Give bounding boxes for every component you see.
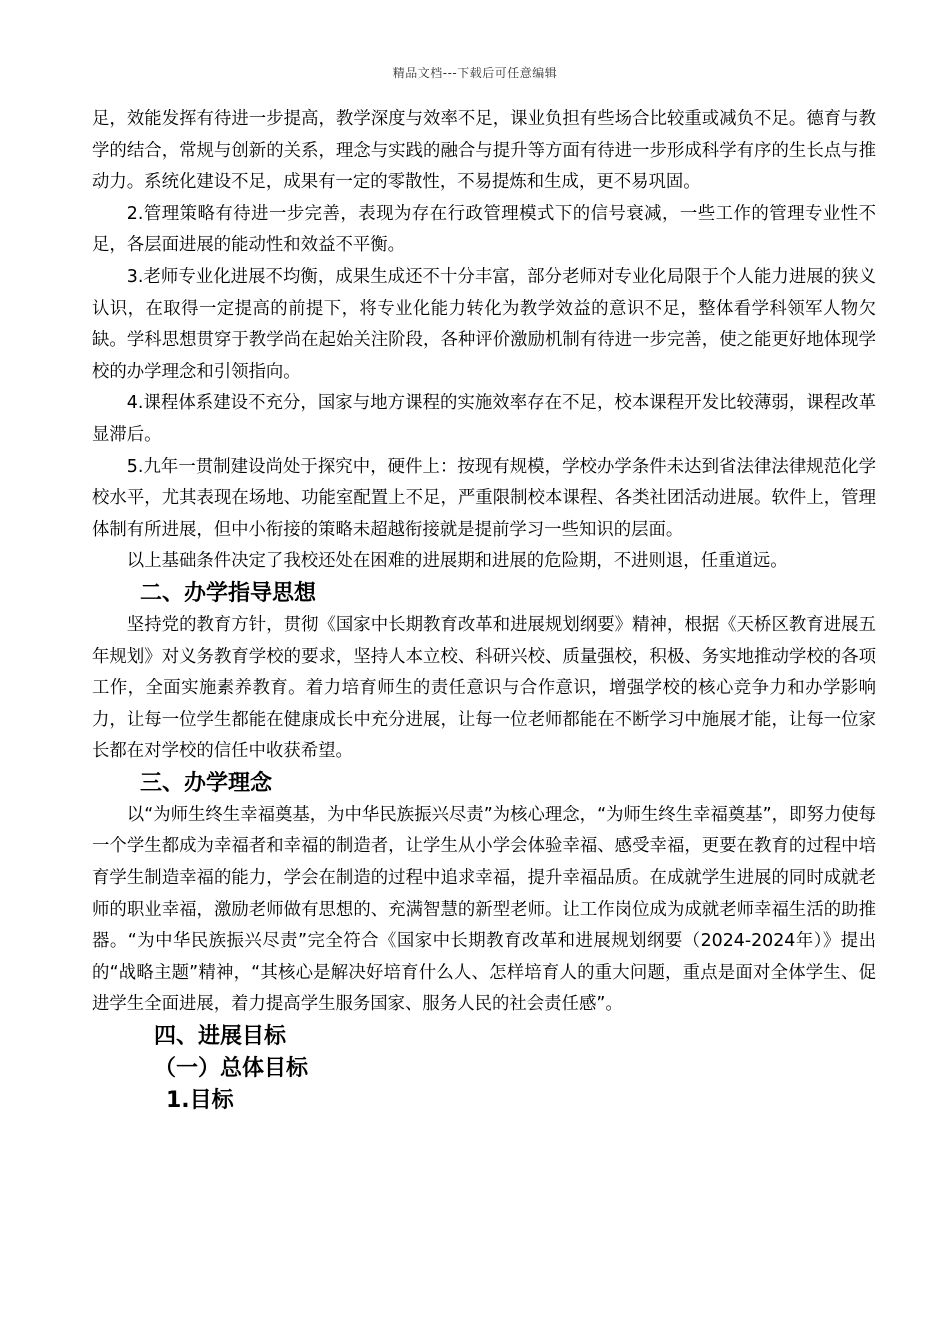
section-heading-guiding-ideology: 二、办学指导思想 bbox=[140, 580, 317, 606]
paragraph-item-4: 4.课程体系建设不充分，国家与地方课程的实施效率存在不足，校本课程开发比较薄弱，课程改革显滞后。 bbox=[92, 393, 876, 445]
paragraph-item-2: 2.管理策略有待进一步完善，表现为存在行政管理模式下的信号衰减，一些工作的管理专业性不足，各层面进展的能动性和效益不平衡。 bbox=[92, 203, 876, 256]
paragraph-item-3: 3.老师专业化进展不均衡，成果生成还不十分丰富，部分老师对专业化局限于个人能力进展的狭义认识，在取得一定提高的前提下，将专业化能力转化为教学效益的意识不足，整体看学科领军人物欠缺。学科思想贯穿于教学尚在起始关注阶段，各种评价激励机制有待进一步完善，使之能更好地体现学校的办学理念和引领指向。 bbox=[92, 266, 876, 382]
section-heading-development-goals: 四、进展目标 bbox=[154, 1024, 287, 1050]
page-header: 精品文档---下载后可任意编辑 bbox=[392, 66, 558, 80]
paragraph-guiding-ideology: 坚持党的教育方针，贯彻《国家中长期教育改革和进展规划纲要》精神，根据《天桥区教育进展五年规划》对义务教育学校的要求，坚持人本立校、科研兴校、质量强校，积极、务实地推动学校的各项工作，全面实施素养教育。着力培育师生的责任意识与合作意识，增强学校的核心竞争力和办学影响力，让每一位学生都能在健康成长中充分进展，让每一位老师都能在不断学习中施展才能，让每一位家长都在对学校的信任中收获希望。 bbox=[92, 614, 876, 762]
section-heading-school-philosophy: 三、办学理念 bbox=[140, 770, 273, 796]
paragraph-summary: 以上基础条件决定了我校还处在困难的进展期和进展的危险期，不进则退，任重道远。 bbox=[126, 551, 788, 572]
paragraph-item-5: 5.九年一贯制建设尚处于探究中，硬件上：按现有规模，学校办学条件未达到省法律法律规范化学校水平，尤其表现在场地、功能室配置上不足，严重限制校本课程、各类社团活动进展。软件上，管理体制有所进展，但中小衔接的策略未超越衔接就是提前学习一些知识的层面。 bbox=[92, 456, 876, 540]
subheading-goal-item: 1.目标 bbox=[166, 1088, 234, 1114]
document-body bbox=[92, 104, 876, 1117]
subheading-overall-goals: （一）总体目标 bbox=[154, 1056, 309, 1082]
paragraph-continuation: 足，效能发挥有待进一步提高，教学深度与效率不足，课业负担有些场合比较重或减负不足。德育与教学的结合，常规与创新的关系，理念与实践的融合与提升等方面有待进一步形成科学有序的生长点与推动力。系统化建设不足，成果有一定的零散性，不易提炼和生成，更不易巩固。 bbox=[92, 109, 876, 193]
paragraph-school-philosophy: 以“为师生终生幸福奠基，为中华民族振兴尽责”为核心理念，“为师生终生幸福奠基”，即努力使每一个学生都成为幸福者和幸福的制造者，让学生从小学会体验幸福、感受幸福，更要在教育的过程中培育学生制造幸福的能力，学会在制造的过程中追求幸福，提升幸福品质。在成就学生进展的同时成就老师的职业幸福，激励老师做有思想的、充满智慧的新型老师。让工作岗位成为成就老师幸福生活的助推器。“为中华民族振兴尽责”完全符合《国家中长期教育改革和进展规划纲要（2024-2024年）》提出的“战略主题”精神，“其核心是解决好培育什么人、怎样培育人的重大问题，重点是面对全体学生、促进学生全面进展，着力提高学生服务国家、服务人民的社会责任感”。 bbox=[92, 804, 876, 1015]
